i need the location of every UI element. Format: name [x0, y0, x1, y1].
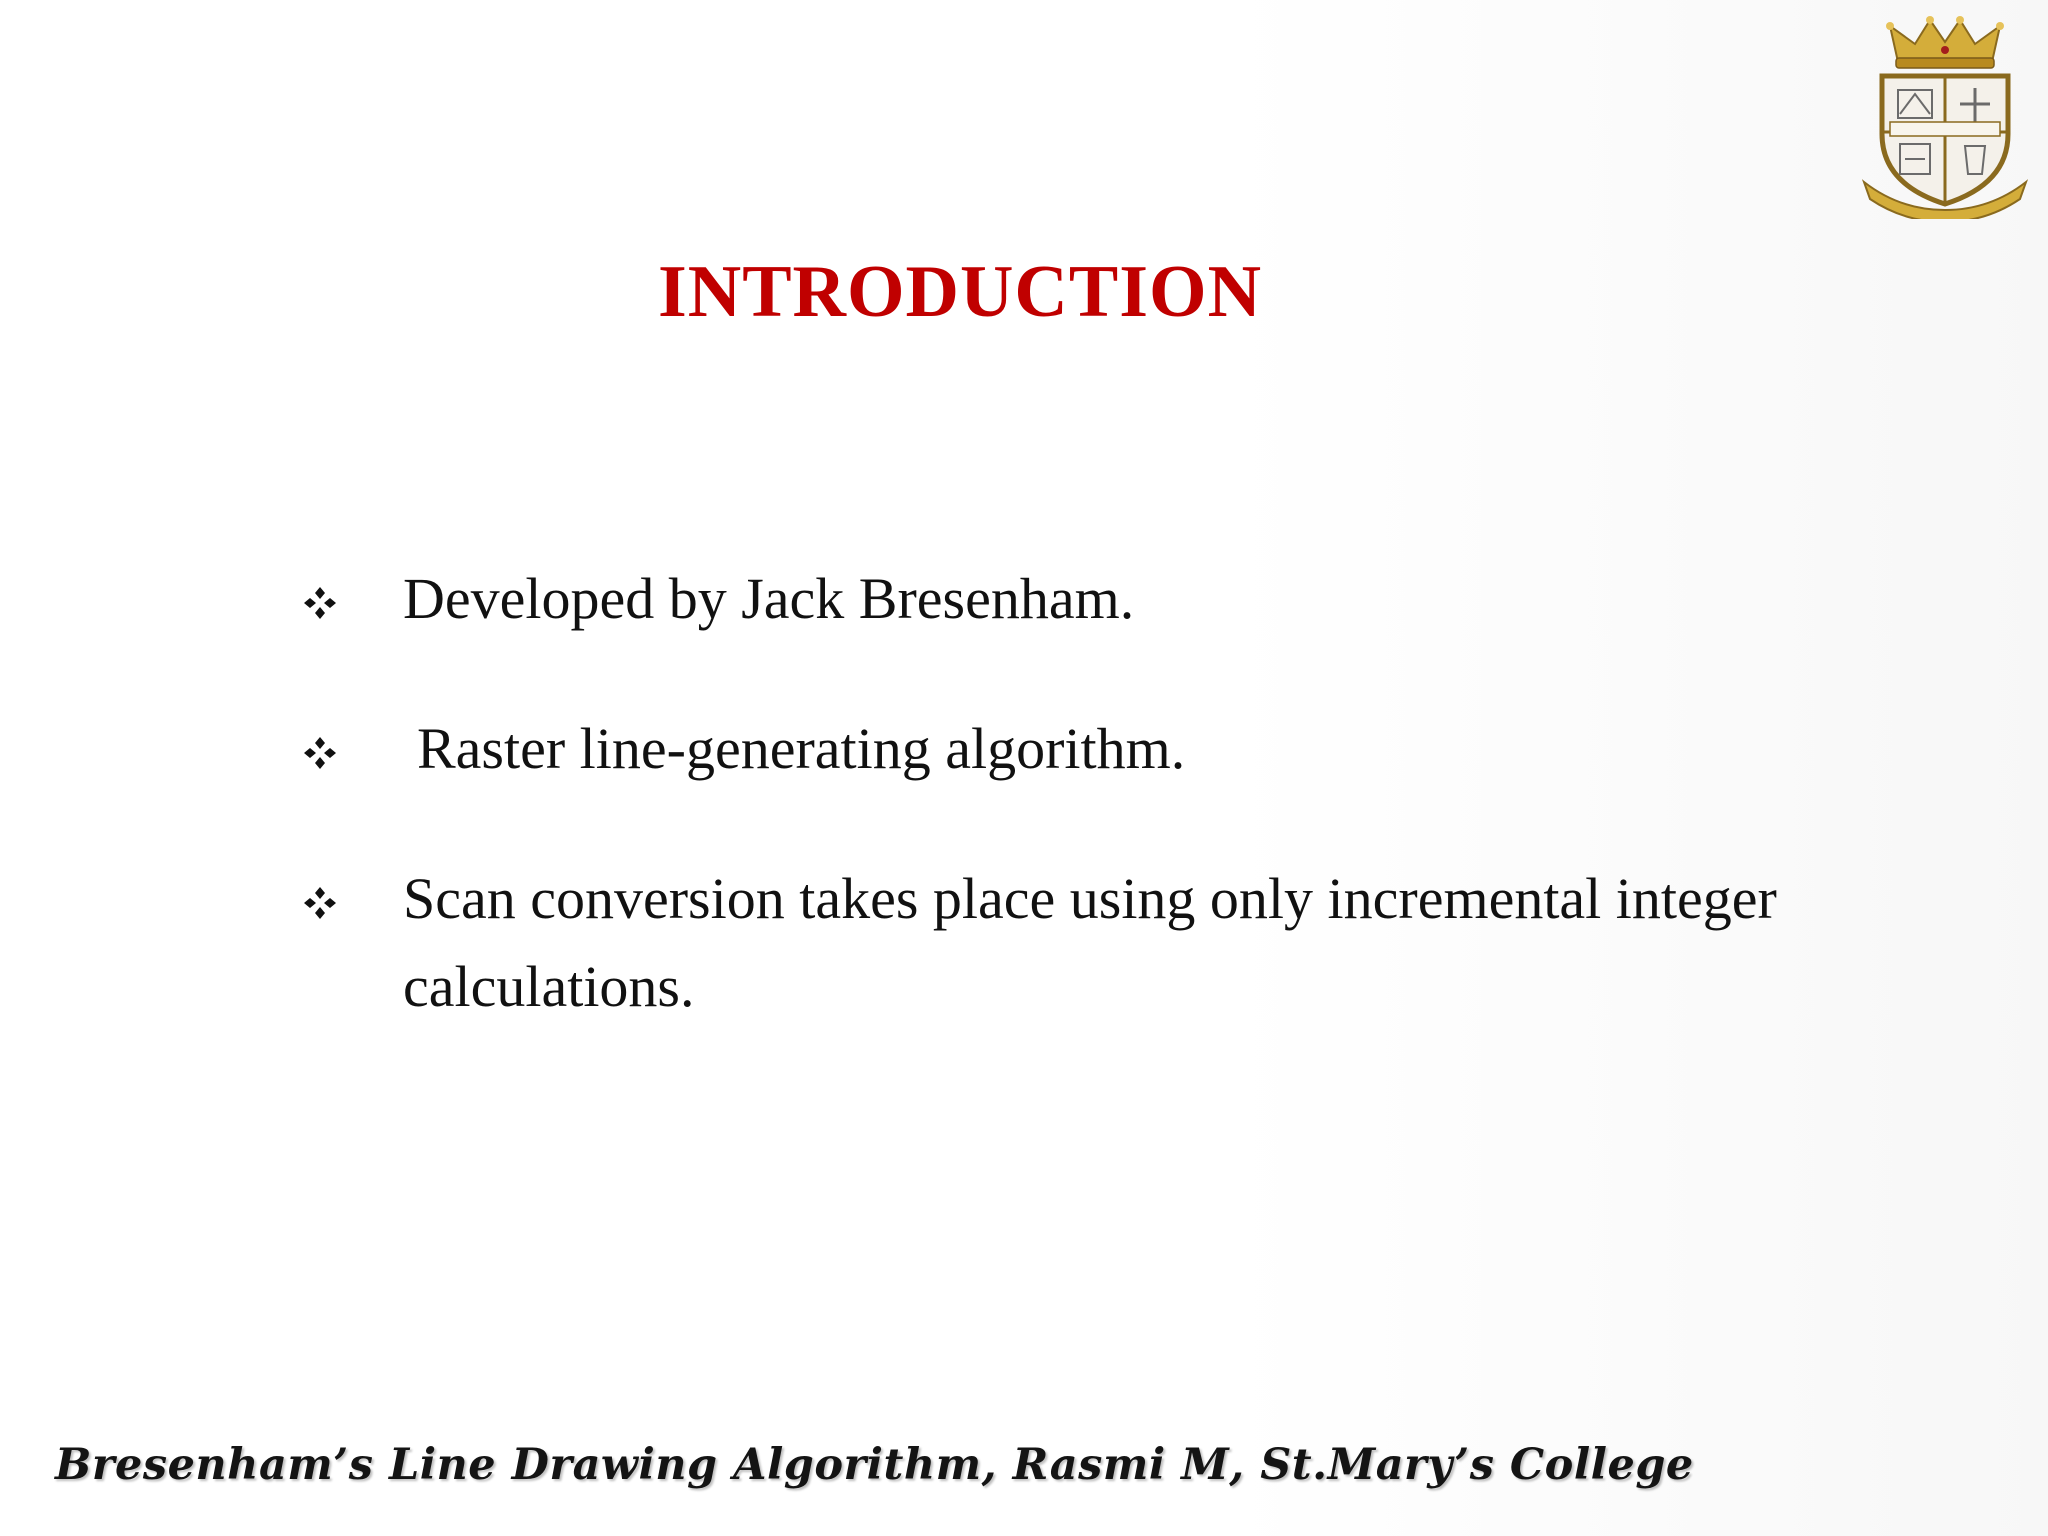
slide-footer: Bresenham’s Line Drawing Algorithm, Rasmi M, St.Mary’s College	[55, 1440, 1694, 1490]
diamond-bullet-icon	[302, 735, 338, 771]
shield-icon	[1882, 76, 2008, 204]
list-item	[300, 705, 1800, 793]
bullet-text: Raster line-generating algorithm.	[417, 716, 1186, 781]
diamond-bullet-icon	[302, 585, 338, 621]
diamond-bullet-icon	[302, 885, 338, 921]
list-item	[300, 855, 1800, 1031]
crown-icon	[1886, 16, 2004, 68]
bullet-list	[300, 555, 1800, 1093]
list-item	[300, 555, 1800, 643]
college-crest-icon	[1860, 14, 2030, 219]
bullet-text: Scan conversion takes place using only incremental integer calculations.	[403, 866, 1777, 1019]
slide-title: INTRODUCTION	[657, 251, 1263, 333]
bullet-text: Developed by Jack Bresenham.	[403, 566, 1135, 631]
